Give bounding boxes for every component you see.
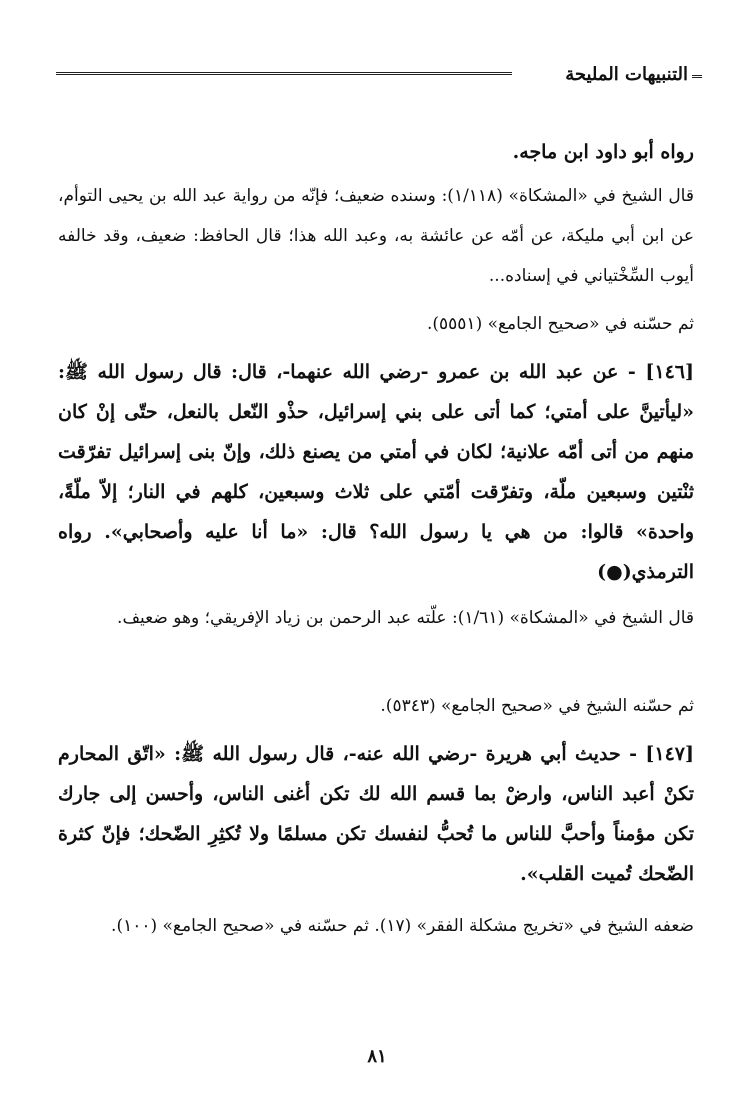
paragraph-sahih-jami-note: ثم حسّنه في «صحيح الجامع» (٥٥٥١). bbox=[426, 314, 694, 334]
paragraph-takhrij-note: ضعفه الشيخ في «تخريج مشكلة الفقر» (١٧). ثم حسّنه في «صحيح الجامع» (١٠٠). bbox=[111, 916, 694, 936]
page-number: ٨١ bbox=[367, 1046, 387, 1067]
hadith-146-number: [١٤٦] bbox=[645, 361, 694, 383]
header-title: التنبيهات المليحة bbox=[561, 64, 692, 85]
header-dash bbox=[692, 75, 702, 81]
hadith-146 bbox=[58, 352, 694, 592]
hadith-147-text: - حديث أبي هريرة -رضي الله عنه-، قال رسول الله ﷺ: «اتّق المحارم تكنْ أعبد الناس، وارضْ بما قسم الله لك تكن أغنى الناس، وأحسن إلى جارك تكن مؤمناً وأحبَّ للناس ما تُحبُّ لنفسك تكن مسلمًا ولا تُكثِرِ الضّحك؛ فإنّ كثرة الضّحك تُميت القلب». bbox=[58, 743, 694, 885]
hadith-147 bbox=[58, 734, 694, 894]
hadith-147-number: [١٤٧] bbox=[645, 743, 694, 765]
paragraph-sahih-jami-note-2: ثم حسّنه الشيخ في «صحيح الجامع» (٥٣٤٣). bbox=[380, 696, 694, 716]
hadith-146-text: - عن عبد الله بن عمرو -رضي الله عنهما-، قال: قال رسول الله ﷺ: «ليأتينَّ على أمتي؛ كما أتى على بني إسرائيل، حذْو النّعل بالنعل، حتّى إنْ كان منهم من أتى أمّه علانية؛ لكان في أمتي من يصنع ذلك، وإنّ بنى إسرائيل تفرّقت ثنْتين وسبعين ملّة، وتفرّقت أمّتي على ثلاث وسبعين، كلهم في النار؛ إلاّ ملّةً، واحدة» قالوا: من هي يا رسول الله؟ قال: «ما أنا عليه وأصحابي». رواه الترمذي(●) bbox=[58, 361, 694, 583]
paragraph-mishkat-note: قال الشيخ في «المشكاة» (١/١١٨): وسنده ضعيف؛ فإنّه من رواية عبد الله بن يحيى التوأم، عن ابن أبي مليكة، عن أمّه عن عائشة به، وعبد الله هذا؛ قال الحافظ: ضعيف، وقد خالفه أيوب السِّخْتياني في إسناده... bbox=[58, 186, 694, 286]
paragraph-narration: رواه أبو داود ابن ماجه. bbox=[512, 141, 694, 163]
paragraph-mishkat-note-2: قال الشيخ في «المشكاة» (١/٦١): علّته عبد الرحمن بن زياد الإفريقي؛ وهو ضعيف. bbox=[117, 608, 694, 628]
header-rule bbox=[56, 72, 512, 79]
running-header bbox=[56, 60, 702, 100]
